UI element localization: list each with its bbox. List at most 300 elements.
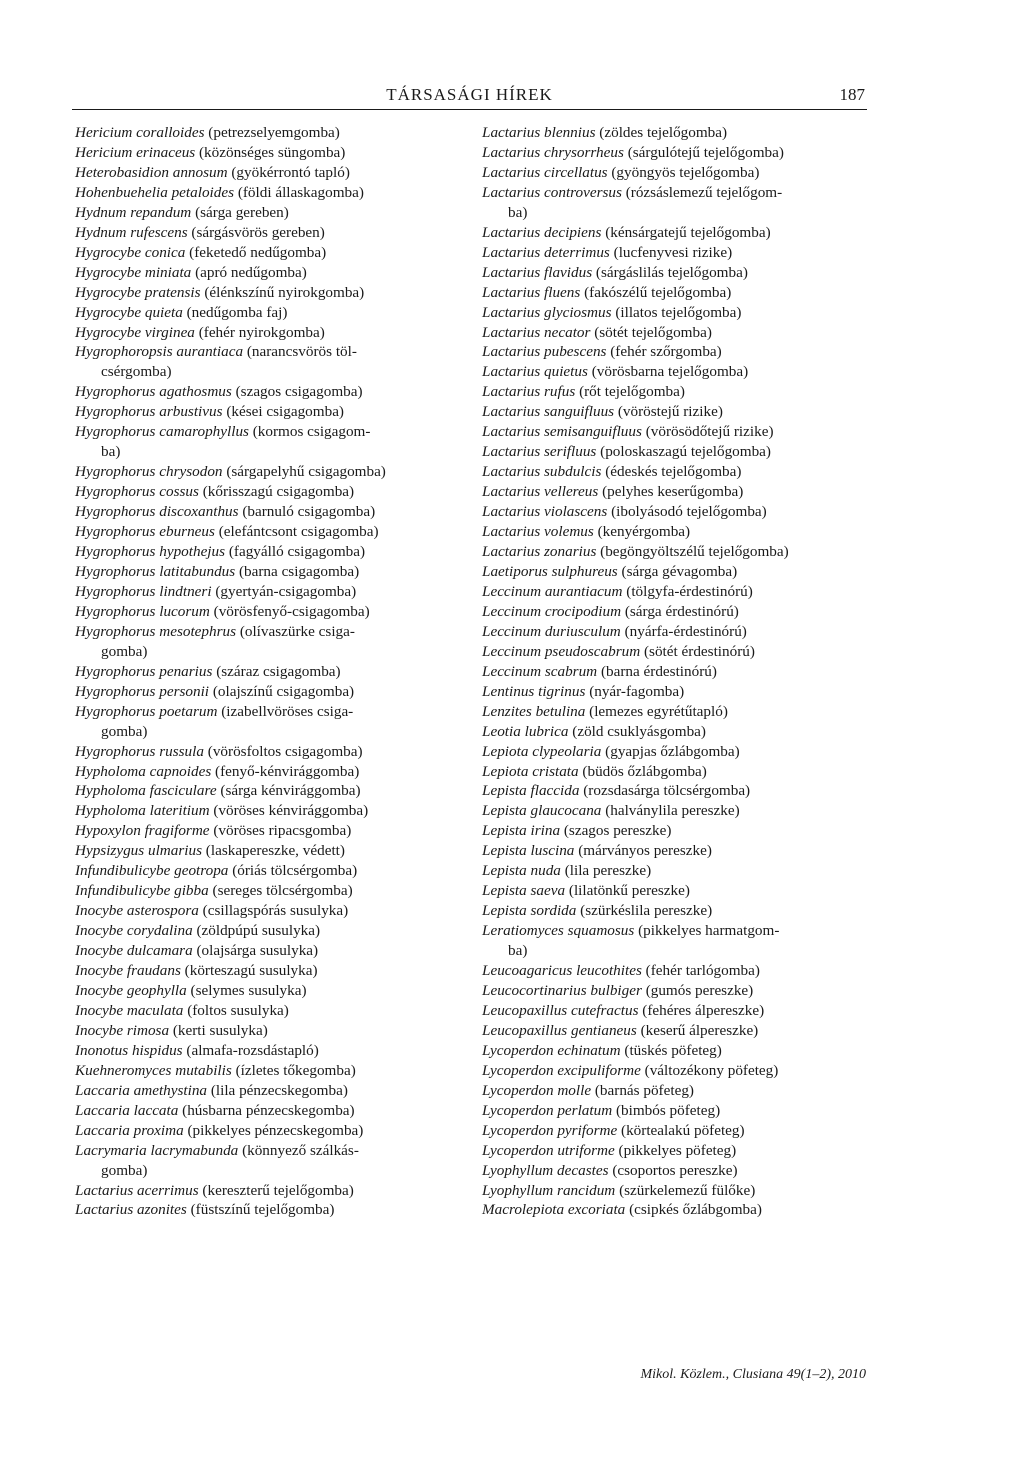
- species-entry: [75, 203, 467, 223]
- species-name: Hygrocybe quieta: [75, 303, 183, 321]
- species-name: Inocybe fraudans: [75, 962, 181, 980]
- species-entry: [482, 442, 877, 462]
- common-name: (rőt tejelőgomba): [579, 383, 685, 401]
- species-name: Lactarius glyciosmus: [482, 303, 612, 321]
- common-name: (csoportos pereszke): [612, 1161, 738, 1179]
- common-name: (fakószélű tejelőgomba): [584, 283, 732, 301]
- common-name: (nyár-fagomba): [589, 682, 685, 700]
- species-name: Lepista sordida: [482, 902, 577, 920]
- species-name: Inocybe maculata: [75, 1001, 184, 1019]
- common-name: (olívaszürke csiga-: [239, 622, 355, 640]
- species-name: Lepiota clypeolaria: [482, 742, 602, 760]
- species-name: Leucopaxillus cutefractus: [482, 1001, 639, 1019]
- species-entry: [482, 283, 877, 303]
- species-entry: [75, 841, 467, 861]
- species-entry: [482, 722, 877, 742]
- species-name: Lyophyllum rancidum: [482, 1181, 616, 1199]
- species-name: Lactarius necator: [482, 323, 591, 341]
- species-entry: [75, 542, 467, 562]
- common-name-continuation: ba): [508, 203, 528, 221]
- species-name: Hygrophorus lucorum: [75, 602, 210, 620]
- species-name: Lactarius semisanguifluus: [482, 423, 642, 441]
- species-entry: [75, 961, 467, 981]
- common-name: (márványos pereszke): [578, 842, 712, 860]
- common-name: (kései csigagomba): [226, 403, 344, 421]
- common-name: (sárgapelyhű csigagomba): [226, 463, 386, 481]
- common-name: (sárgáslilás tejelőgomba): [595, 263, 748, 281]
- common-name: (pelyhes keserűgomba): [602, 483, 744, 501]
- species-name: Heterobasidion annosum: [75, 163, 228, 181]
- species-entry: [482, 1061, 877, 1081]
- common-name: (szürkelemezű fülőke): [619, 1181, 756, 1199]
- species-entry: [482, 183, 877, 223]
- common-name: (feketedő nedűgomba): [189, 243, 327, 261]
- species-entry: [75, 1081, 467, 1101]
- common-name: (csillagspórás susulyka): [202, 902, 349, 920]
- species-entry: [482, 921, 877, 961]
- species-entry: [482, 801, 877, 821]
- species-entry: [75, 801, 467, 821]
- common-name: (vöröses ripacsgomba): [213, 822, 352, 840]
- species-entry: [75, 243, 467, 263]
- species-entry: [75, 183, 467, 203]
- common-name: (lila pereszke): [564, 862, 652, 880]
- species-name: Lactarius flavidus: [482, 263, 593, 281]
- species-entry: [482, 682, 877, 702]
- species-name: Lactarius sanguifluus: [482, 403, 615, 421]
- species-entry: [75, 123, 467, 143]
- common-name: (sárga kénvirággomba): [220, 782, 361, 800]
- common-name: (lila pénzecskegomba): [210, 1081, 348, 1099]
- common-name-continuation: ba): [508, 942, 528, 960]
- species-entry: [75, 622, 467, 662]
- species-entry: [482, 163, 877, 183]
- species-entry: [482, 1001, 877, 1021]
- species-entry: [482, 562, 877, 582]
- species-name: Lactarius circellatus: [482, 163, 608, 181]
- species-entry: [482, 123, 877, 143]
- species-name: Inonotus hispidus: [75, 1041, 183, 1059]
- species-entry: [482, 263, 877, 283]
- species-entry: [482, 342, 877, 362]
- species-name: Laccaria proxima: [75, 1121, 184, 1139]
- species-entry: [482, 402, 877, 422]
- common-name: (sötét tejelőgomba): [594, 323, 712, 341]
- page-header: [72, 85, 867, 110]
- species-entry: [75, 941, 467, 961]
- species-entry: [482, 1141, 877, 1161]
- species-name: Hygrocybe miniata: [75, 263, 192, 281]
- species-entry: [75, 342, 467, 382]
- species-name: Hygrocybe virginea: [75, 323, 195, 341]
- species-name: Lactarius azonites: [75, 1201, 187, 1219]
- species-entry: [482, 143, 877, 163]
- species-entry: [482, 502, 877, 522]
- common-name: (fehér nyirokgomba): [198, 323, 325, 341]
- common-name: (zöldpúpú susulyka): [196, 922, 321, 940]
- species-name: Lepista flaccida: [482, 782, 580, 800]
- species-name: Leratiomyces squamosus: [482, 922, 635, 940]
- species-name: Hohenbuehelia petaloides: [75, 183, 235, 201]
- common-name: (illatos tejelőgomba): [615, 303, 742, 321]
- common-name: (büdös őzlábgomba): [582, 762, 707, 780]
- species-name: Lactarius decipiens: [482, 223, 602, 241]
- species-name: Leucoagaricus leucothites: [482, 962, 642, 980]
- species-entry: [75, 163, 467, 183]
- species-name: Hygrophorus agathosmus: [75, 383, 232, 401]
- species-name: Hypsizygus ulmarius: [75, 842, 202, 860]
- common-name-continuation: csérgomba): [101, 363, 172, 381]
- species-entry: [482, 662, 877, 682]
- species-name: Leccinum scabrum: [482, 662, 598, 680]
- species-entry: [75, 602, 467, 622]
- species-name: Lactarius deterrimus: [482, 243, 610, 261]
- species-name: Laccaria amethystina: [75, 1081, 208, 1099]
- common-name-continuation: gomba): [101, 642, 148, 660]
- species-entry: [482, 742, 877, 762]
- species-name: Lactarius chrysorrheus: [482, 143, 624, 161]
- species-entry: [75, 1200, 467, 1220]
- common-name: (ibolyásodó tejelőgomba): [611, 503, 767, 521]
- common-name: (közönséges süngomba): [199, 143, 346, 161]
- species-name: Lepista luscina: [482, 842, 575, 860]
- species-name: Hypholoma lateritium: [75, 802, 210, 820]
- species-entry: [75, 1061, 467, 1081]
- species-name: Lactarius acerrimus: [75, 1181, 199, 1199]
- species-entry: [482, 781, 877, 801]
- left-column-species-list: [75, 123, 467, 1220]
- species-name: Lepista saeva: [482, 882, 566, 900]
- species-entry: [75, 682, 467, 702]
- species-name: Hericium erinaceus: [75, 143, 196, 161]
- common-name: (selymes susulyka): [190, 981, 307, 999]
- common-name: (nedűgomba faj): [186, 303, 288, 321]
- common-name: (kőrisszagú csigagomba): [202, 483, 355, 501]
- species-name: Lycoperdon molle: [482, 1081, 592, 1099]
- common-name: (élénkszínű nyirokgomba): [204, 283, 365, 301]
- common-name: (földi állaskagomba): [237, 183, 364, 201]
- species-name: Leotia lubrica: [482, 722, 569, 740]
- species-entry: [75, 562, 467, 582]
- species-entry: [75, 422, 467, 462]
- common-name: (bimbós pöfeteg): [615, 1101, 721, 1119]
- common-name: (nyárfa-érdestinórú): [624, 622, 747, 640]
- species-entry: [482, 861, 877, 881]
- species-entry: [482, 642, 877, 662]
- species-name: Hygrophorus chrysodon: [75, 463, 223, 481]
- species-entry: [482, 582, 877, 602]
- species-entry: [75, 702, 467, 742]
- common-name: (szürkéslila pereszke): [580, 902, 713, 920]
- species-name: Laetiporus sulphureus: [482, 562, 618, 580]
- species-entry: [75, 482, 467, 502]
- species-name: Hypholoma capnoides: [75, 762, 212, 780]
- species-entry: [482, 1081, 877, 1101]
- common-name: (körteszagú susulyka): [184, 962, 318, 980]
- species-entry: [482, 762, 877, 782]
- species-name: Inocybe rimosa: [75, 1021, 170, 1039]
- common-name: (gyökérrontó tapló): [231, 163, 350, 181]
- common-name: (ízletes tőkegomba): [235, 1061, 356, 1079]
- species-entry: [482, 422, 877, 442]
- common-name: (fehér tarlógomba): [645, 962, 760, 980]
- common-name: (olajsárga susulyka): [196, 942, 319, 960]
- common-name: (tölgyfa-érdestinórú): [626, 582, 753, 600]
- species-entry: [75, 382, 467, 402]
- species-entry: [75, 143, 467, 163]
- species-entry: [75, 861, 467, 881]
- species-entry: [482, 961, 877, 981]
- species-entry: [482, 981, 877, 1001]
- common-name: (kénsárgatejű tejelőgomba): [605, 223, 771, 241]
- species-name: Macrolepiota excoriata: [482, 1201, 626, 1219]
- species-name: Kuehneromyces mutabilis: [75, 1061, 232, 1079]
- species-entry: [75, 303, 467, 323]
- species-name: Hypoxylon fragiforme: [75, 822, 210, 840]
- species-entry: [75, 762, 467, 782]
- common-name: (barnuló csigagomba): [242, 503, 376, 521]
- common-name: (olajszínű csigagomba): [212, 682, 355, 700]
- species-name: Leccinum pseudoscabrum: [482, 642, 641, 660]
- species-entry: [482, 901, 877, 921]
- right-column-species-list: [482, 123, 877, 1220]
- common-name: (vörösfoltos csigagomba): [207, 742, 363, 760]
- common-name-continuation: ba): [101, 443, 121, 461]
- species-name: Lactarius quietus: [482, 363, 588, 381]
- species-entry: [482, 522, 877, 542]
- species-entry: [482, 841, 877, 861]
- species-name: Hygrophorus discoxanthus: [75, 503, 239, 521]
- species-entry: [482, 482, 877, 502]
- species-name: Lactarius pubescens: [482, 343, 607, 361]
- common-name: (fehéres álpereszke): [642, 1001, 765, 1019]
- species-name: Hygrophorus eburneus: [75, 523, 215, 541]
- species-name: Laccaria laccata: [75, 1101, 179, 1119]
- common-name: (sárga gévagomba): [621, 562, 738, 580]
- common-name: (vörösfenyő-csigagomba): [213, 602, 370, 620]
- species-name: Leucocortinarius bulbiger: [482, 981, 642, 999]
- species-entry: [482, 1121, 877, 1141]
- journal-citation: Mikol. Közlem., Clusiana 49(1–2), 2010: [640, 1367, 866, 1382]
- species-name: Lactarius violascens: [482, 503, 608, 521]
- common-name: (zöld csuklyásgomba): [572, 722, 706, 740]
- species-entry: [482, 881, 877, 901]
- common-name: (szagos csigagomba): [235, 383, 363, 401]
- common-name: (gumós pereszke): [645, 981, 754, 999]
- species-entry: [75, 921, 467, 941]
- common-name: (elefántcsont csigagomba): [218, 523, 379, 541]
- common-name: (rozsdasárga tölcsérgomba): [583, 782, 751, 800]
- species-name: Lactarius fluens: [482, 283, 581, 301]
- species-entry: [482, 1181, 877, 1201]
- common-name: (lilatönkű pereszke): [568, 882, 690, 900]
- species-entry: [482, 243, 877, 263]
- common-name: (foltos susulyka): [187, 1001, 289, 1019]
- species-name: Hypholoma fasciculare: [75, 782, 217, 800]
- common-name: (rózsáslemezű tejelőgom-: [625, 183, 783, 201]
- common-name: (kormos csigagom-: [252, 423, 371, 441]
- species-entry: [75, 662, 467, 682]
- species-name: Hygrocybe pratensis: [75, 283, 201, 301]
- common-name: (apró nedűgomba): [195, 263, 307, 281]
- common-name: (sárgulótejű tejelőgomba): [627, 143, 784, 161]
- species-name: Hygrophorus camarophyllus: [75, 423, 249, 441]
- common-name-continuation: gomba): [101, 1161, 148, 1179]
- species-entry: [482, 622, 877, 642]
- common-name: (keserű álpereszke): [640, 1021, 759, 1039]
- species-name: Hygrophoropsis aurantiaca: [75, 343, 244, 361]
- species-entry: [75, 901, 467, 921]
- species-entry: [482, 1021, 877, 1041]
- species-name: Lactarius zonarius: [482, 543, 597, 561]
- species-name: Hygrocybe conica: [75, 243, 186, 261]
- species-name: Lycoperdon echinatum: [482, 1041, 621, 1059]
- common-name: (édeskés tejelőgomba): [605, 463, 742, 481]
- species-name: Infundibulicybe geotropa: [75, 862, 229, 880]
- species-entry: [482, 323, 877, 343]
- common-name: (csipkés őzlábgomba): [629, 1201, 762, 1219]
- species-name: Lycoperdon utriforme: [482, 1141, 615, 1159]
- species-name: Lactarius serifluus: [482, 443, 597, 461]
- common-name: (almafa-rozsdástapló): [186, 1041, 319, 1059]
- species-name: Hygrophorus lindtneri: [75, 582, 212, 600]
- species-entry: [75, 1021, 467, 1041]
- species-name: Lepiota cristata: [482, 762, 579, 780]
- common-name: (narancsvörös töl-: [246, 343, 357, 361]
- running-title: TÁRSASÁGI HÍREK: [386, 85, 553, 104]
- species-entry: [482, 602, 877, 622]
- species-entry: [482, 1161, 877, 1181]
- species-name: Infundibulicybe gibba: [75, 882, 209, 900]
- species-name: Leccinum duriusculum: [482, 622, 621, 640]
- species-name: Lyophyllum decastes: [482, 1161, 609, 1179]
- species-entry: [75, 781, 467, 801]
- species-name: Lepista nuda: [482, 862, 561, 880]
- common-name: (gyertyán-csigagomba): [215, 582, 357, 600]
- species-entry: [75, 223, 467, 243]
- common-name-continuation: gomba): [101, 722, 148, 740]
- page-number: 187: [839, 85, 865, 104]
- common-name: (füstszínű tejelőgomba): [190, 1201, 335, 1219]
- species-name: Hygrophorus russula: [75, 742, 204, 760]
- species-entry: [75, 1101, 467, 1121]
- species-name: Hygrophorus hypothejus: [75, 543, 226, 561]
- species-entry: [75, 1181, 467, 1201]
- species-name: Lactarius controversus: [482, 183, 622, 201]
- species-name: Hygrophorus latitabundus: [75, 562, 236, 580]
- species-name: Lactarius vellereus: [482, 483, 599, 501]
- species-entry: [75, 742, 467, 762]
- species-name: Hygrophorus cossus: [75, 483, 199, 501]
- common-name: (óriás tölcsérgomba): [232, 862, 358, 880]
- common-name: (sárga érdestinórú): [624, 602, 739, 620]
- species-entry: [75, 582, 467, 602]
- species-entry: [75, 522, 467, 542]
- species-name: Lacrymaria lacrymabunda: [75, 1141, 239, 1159]
- species-entry: [75, 1141, 467, 1181]
- common-name: (barna csigagomba): [238, 562, 360, 580]
- common-name: (könnyező szálkás-: [242, 1141, 359, 1159]
- common-name: (poloskaszagú tejelőgomba): [600, 443, 771, 461]
- common-name: (tüskés pöfeteg): [624, 1041, 722, 1059]
- common-name: (vöröses kénvirággomba): [213, 802, 369, 820]
- species-name: Lactarius volemus: [482, 523, 594, 541]
- common-name: (vöröstejű rizike): [617, 403, 723, 421]
- common-name: (kereszterű tejelőgomba): [202, 1181, 354, 1199]
- common-name: (szagos pereszke): [563, 822, 672, 840]
- species-name: Lactarius blennius: [482, 124, 596, 141]
- common-name: (száraz csigagomba): [216, 662, 341, 680]
- species-name: Lycoperdon perlatum: [482, 1101, 613, 1119]
- species-name: Inocybe asterospora: [75, 902, 199, 920]
- species-entry: [75, 981, 467, 1001]
- species-entry: [75, 402, 467, 422]
- common-name: (lucfenyvesi rizike): [613, 243, 733, 261]
- common-name: (változékony pöfeteg): [644, 1061, 779, 1079]
- common-name: (pikkelyes harmatgom-: [638, 922, 780, 940]
- common-name: (pikkelyes pöfeteg): [618, 1141, 737, 1159]
- common-name: (gyöngyös tejelőgomba): [611, 163, 760, 181]
- species-entry: [75, 881, 467, 901]
- species-name: Hygrophorus personii: [75, 682, 210, 700]
- common-name: (kerti susulyka): [172, 1021, 268, 1039]
- species-name: Lepista glaucocana: [482, 802, 602, 820]
- species-name: Hydnum rufescens: [75, 223, 188, 241]
- common-name: (fagyálló csigagomba): [228, 543, 366, 561]
- common-name: (pikkelyes pénzecskegomba): [187, 1121, 364, 1139]
- species-entry: [482, 542, 877, 562]
- species-name: Inocybe corydalina: [75, 922, 193, 940]
- species-entry: [75, 263, 467, 283]
- species-entry: [482, 362, 877, 382]
- common-name: (körtealakú pöfeteg): [621, 1121, 745, 1139]
- common-name: (vörösödőtejű rizike): [645, 423, 774, 441]
- common-name: (sárga gereben): [195, 203, 289, 221]
- common-name: (vörösbarna tejelőgomba): [591, 363, 749, 381]
- common-name: (gyapjas őzlábgomba): [605, 742, 740, 760]
- species-name: Lactarius rufus: [482, 383, 576, 401]
- common-name: (zöldes tejelőgomba): [599, 124, 728, 141]
- species-name: Inocybe dulcamara: [75, 942, 193, 960]
- species-entry: [75, 1041, 467, 1061]
- species-entry: [75, 283, 467, 303]
- species-entry: [75, 1001, 467, 1021]
- species-name: Lenzites betulina: [482, 702, 586, 720]
- species-entry: [482, 702, 877, 722]
- common-name: (petrezselyemgomba): [208, 124, 340, 141]
- species-entry: [75, 462, 467, 482]
- species-name: Leccinum aurantiacum: [482, 582, 623, 600]
- common-name: (kenyérgomba): [597, 523, 691, 541]
- species-entry: [482, 821, 877, 841]
- species-entry: [482, 1200, 877, 1220]
- common-name: (halványlila pereszke): [605, 802, 740, 820]
- species-name: Inocybe geophylla: [75, 981, 187, 999]
- common-name: (barnás pöfeteg): [594, 1081, 694, 1099]
- species-name: Lactarius subdulcis: [482, 463, 602, 481]
- species-entry: [75, 821, 467, 841]
- species-name: Lentinus tigrinus: [482, 682, 586, 700]
- species-entry: [75, 1121, 467, 1141]
- species-name: Hygrophorus arbustivus: [75, 403, 223, 421]
- common-name: (laskapereszke, védett): [205, 842, 345, 860]
- species-name: Hygrophorus mesotephrus: [75, 622, 237, 640]
- species-name: Leccinum crocipodium: [482, 602, 622, 620]
- common-name: (fenyő-kénvirággomba): [215, 762, 360, 780]
- common-name: (sárgásvörös gereben): [191, 223, 325, 241]
- species-entry: [75, 323, 467, 343]
- species-name: Hygrophorus penarius: [75, 662, 213, 680]
